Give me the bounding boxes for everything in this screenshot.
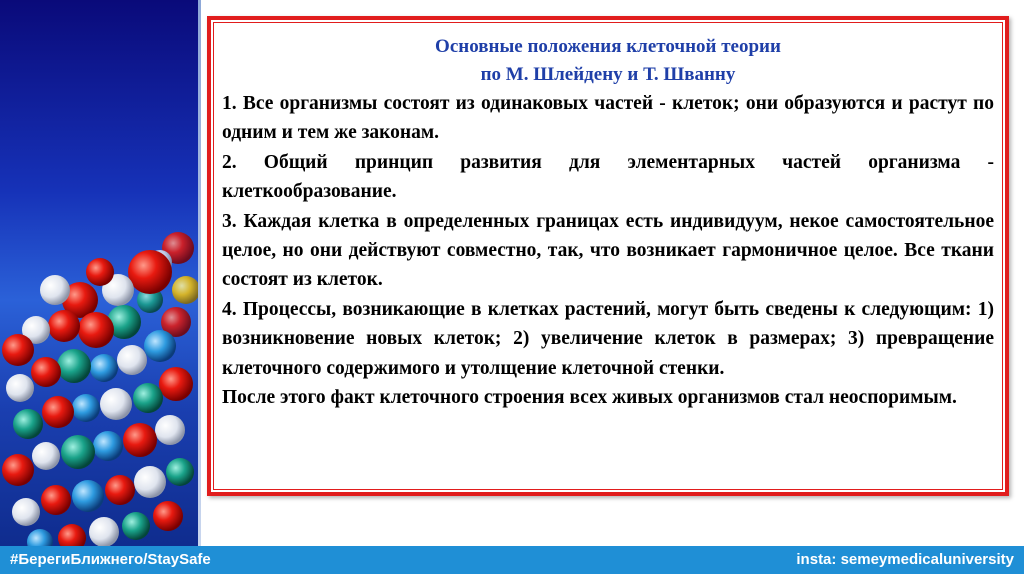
paragraph-1: 1. Все организмы состоят из одинаковых частей - клеток; они образуются и растут по одним и тем же законам. — [222, 93, 994, 144]
slide-title-line-2: по М. Шлейдену и Т. Шванну — [480, 64, 736, 85]
footer-hashtag: #БерегиБлижнего/StaySafe — [10, 551, 211, 568]
paragraph-5: После этого факт клеточного строения всех живых организмов стал неоспоримым. — [222, 387, 957, 409]
paragraph-4: 4. Процессы, возникающие в клетках растений, могут быть сведены к следующим: 1) возникновение новых клеток; 2) увеличение клеток в размерах; 3) превращение клеточного содержимого и утолщение клеточной стенки. — [222, 298, 994, 379]
content-frame-inner — [213, 22, 1003, 490]
footer-instagram: insta: semeymedicaluniversity — [796, 551, 1014, 568]
slide-title-line-1: Основные положения клеточной теории — [435, 36, 781, 57]
paragraph-3: 3. Каждая клетка в определенных границах есть индивидуум, некое самостоятельное целое, но они действуют совместно, так, что возникает гармоничное целое. Все ткани состоят из клеток. — [222, 210, 994, 291]
footer-bar — [0, 546, 1024, 574]
dna-molecule-graphic — [0, 0, 198, 546]
content-frame — [207, 16, 1009, 496]
paragraph-2: 2. Общий принцип развития для элементарных частей организма - клеткообразование. — [222, 151, 994, 203]
left-band-edge — [198, 0, 201, 546]
dna-molecule-illustration — [0, 0, 198, 546]
